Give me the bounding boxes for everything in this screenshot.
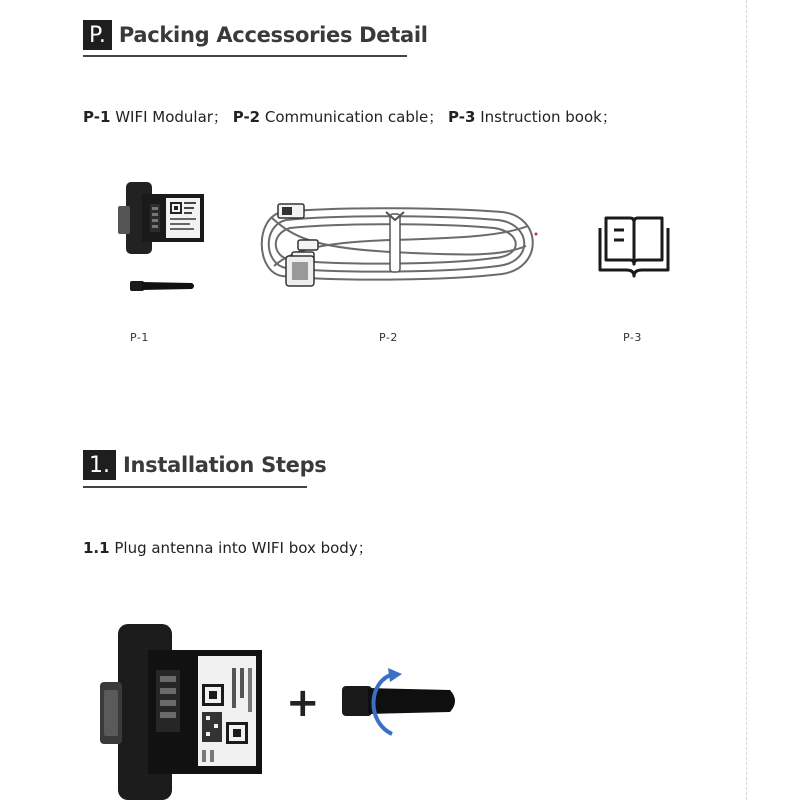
antenna-icon — [128, 276, 200, 296]
p2-text: Communication cable； — [264, 108, 444, 126]
p1-text: WIFI Modular； — [115, 108, 228, 126]
p2-code: P-2 — [232, 108, 261, 126]
section-number: P. — [83, 20, 112, 50]
section-header-packing — [83, 20, 428, 50]
section-underline — [83, 486, 307, 488]
communication-cable-icon — [252, 196, 548, 296]
step-text: Plug antenna into WIFI box body； — [114, 539, 373, 557]
section-number: 1. — [83, 450, 116, 480]
rotate-arrow-icon — [358, 664, 408, 744]
section-header-installation — [83, 450, 327, 480]
accessories-list — [83, 106, 617, 127]
wifi-module-large-icon — [92, 620, 267, 800]
caption-p2: P-2 — [379, 331, 398, 344]
instruction-book-icon — [594, 214, 674, 280]
caption-p1: P-1 — [130, 331, 149, 344]
section-underline — [83, 55, 407, 57]
plus-sign: + — [286, 680, 320, 726]
caption-p3: P-3 — [623, 331, 642, 344]
p3-text: Instruction book； — [480, 108, 617, 126]
section-title: Packing Accessories Detail — [118, 23, 428, 47]
page-divider — [746, 0, 747, 800]
p1-code: P-1 — [83, 108, 111, 126]
step-1-1 — [83, 537, 373, 558]
section-title: Installation Steps — [123, 453, 327, 477]
p3-code: P-3 — [448, 108, 476, 126]
step-code: 1.1 — [83, 539, 110, 557]
